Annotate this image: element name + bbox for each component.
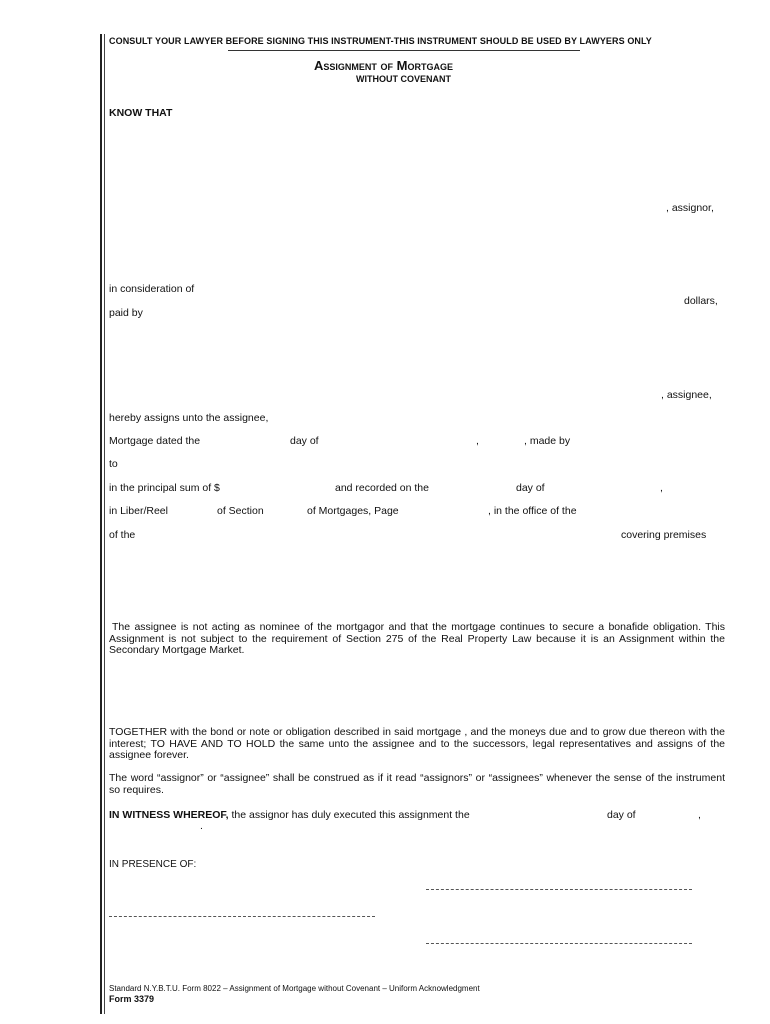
assignee-label: , assignee,: [661, 389, 712, 401]
footer-form-number: Form 3379: [109, 994, 155, 1004]
construction-paragraph: The word “assignor” or “assignee” shall be construed as if it read “assignors” or “assignees” whenever the sense of the instrument so requires.: [109, 772, 725, 796]
of-mortgages-page-label: of Mortgages, Page: [307, 505, 399, 517]
consideration-label: in consideration of: [109, 283, 195, 295]
recorded-on-label: and recorded on the: [335, 482, 429, 494]
signature-line-assignor-1[interactable]: [426, 889, 692, 891]
recorded-day-of-label: day of: [516, 482, 545, 494]
dollars-label: dollars,: [684, 295, 718, 307]
comma-separator: ,: [476, 435, 479, 447]
left-margin-rule-inner: [104, 34, 105, 1014]
witness-day-of-label: day of: [607, 809, 636, 821]
lawyer-notice: CONSULT YOUR LAWYER BEFORE SIGNING THIS INSTRUMENT-THIS INSTRUMENT SHOULD BE USED BY LAWYERS ONLY: [109, 36, 652, 46]
in-presence-of-label: IN PRESENCE OF:: [109, 859, 197, 870]
comma-separator: ,: [660, 482, 663, 494]
covering-premises-label: covering premises: [621, 529, 707, 541]
liber-reel-label: in Liber/Reel: [109, 505, 168, 517]
witness-text: the assignor has duly executed this assignment the: [228, 809, 470, 821]
made-by-label: , made by: [524, 435, 571, 447]
header-underline: [228, 50, 580, 51]
period-mark: .: [200, 820, 203, 832]
comma-separator: ,: [698, 809, 701, 821]
mortgage-dated-label: Mortgage dated the: [109, 435, 201, 447]
nominee-paragraph: The assignee is not acting as nominee of the mortgagor and that the mortgage continues to secure a bonafide obligation. This Assignment is not subject to the requirement of Section 275 of the Real Property Law because it is an Assignment within the Secondary Mortgage Market.: [109, 621, 725, 656]
left-margin-rule: [100, 34, 102, 1014]
hereby-assigns-text: hereby assigns unto the assignee,: [109, 412, 269, 424]
principal-sum-label: in the principal sum of $: [109, 482, 220, 494]
in-office-label: , in the office of the: [488, 505, 577, 517]
to-label: to: [109, 458, 118, 470]
together-paragraph: TOGETHER with the bond or note or obligation described in said mortgage , and the moneys due and to grow due thereon with the interest; TO HAVE AND TO HOLD the same unto the assignee and to the successors, legal representatives and assigns of the assignee forever.: [109, 726, 725, 761]
day-of-label: day of: [290, 435, 319, 447]
of-section-label: of Section: [217, 505, 264, 517]
document-title: Assignment of Mortgage: [314, 58, 453, 73]
signature-line-witness[interactable]: [109, 916, 375, 918]
witness-clause: [109, 809, 470, 821]
of-the-label: of the: [109, 529, 136, 541]
know-that-heading: KNOW THAT: [109, 107, 173, 119]
footer-standard-form: Standard N.Y.B.T.U. Form 8022 – Assignment of Mortgage without Covenant – Uniform Acknowledgment: [109, 984, 480, 993]
witness-bold: IN WITNESS WHEREOF,: [109, 809, 229, 821]
signature-line-assignor-2[interactable]: [426, 943, 692, 945]
assignor-label: , assignor,: [666, 202, 714, 214]
paid-by-label: paid by: [109, 307, 143, 319]
document-subtitle: WITHOUT COVENANT: [356, 74, 451, 84]
